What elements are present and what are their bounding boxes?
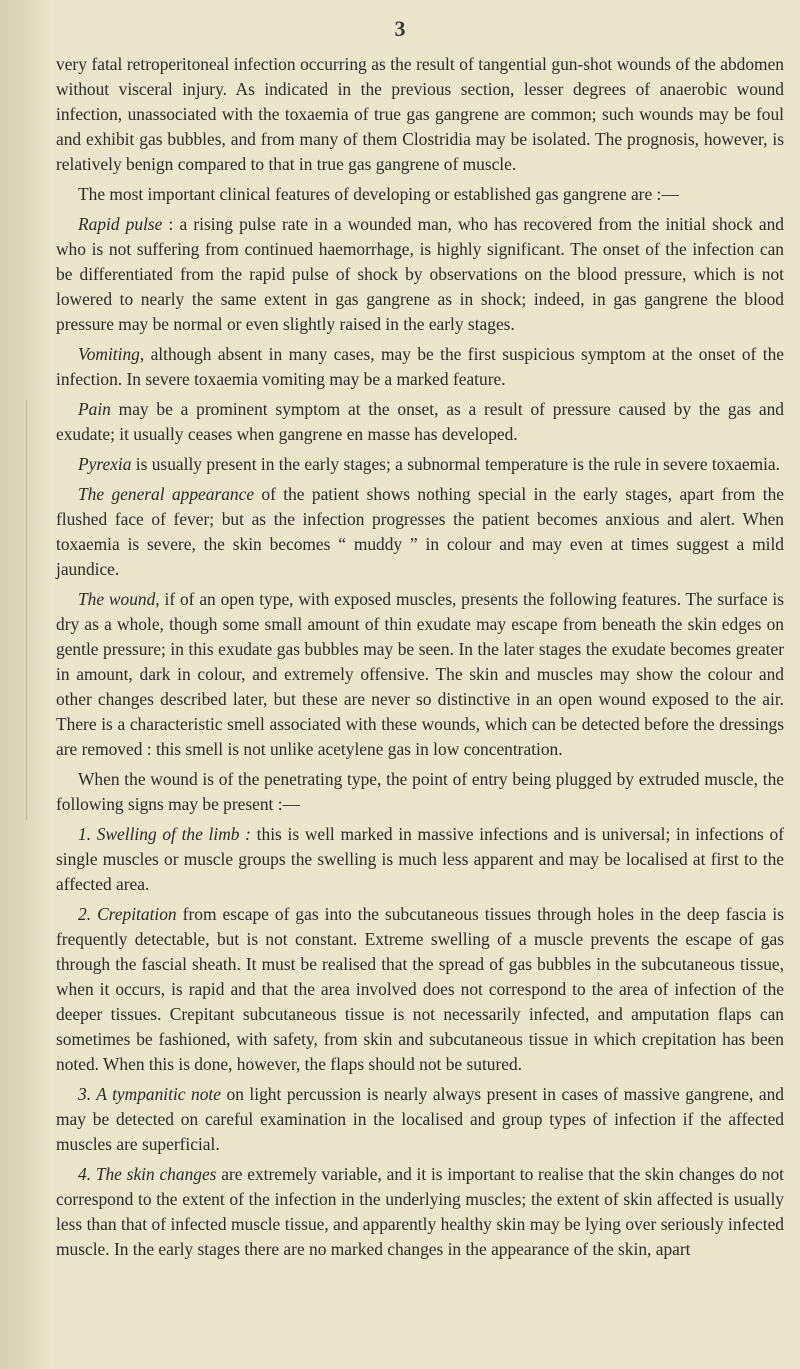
paragraph: 3. A tympanitic note on light percussion is nearly always present in cases of massive gangrene, and may be detected on careful examination in the localised and group types of infection if the affected muscles are superficial.	[56, 1084, 784, 1154]
paragraph: The most important clinical features of developing or established gas gangrene are :—	[78, 184, 679, 204]
body-text	[56, 52, 784, 1267]
paragraph: 1. Swelling of the limb : this is well marked in massive infections and is universal; in infections of single muscles or muscle groups the swelling is much less apparent and may be localised at first to the affected area.	[56, 824, 784, 894]
paragraph: Pain may be a prominent symptom at the onset, as a result of pressure caused by the gas and exudate; it usually ceases when gangrene en masse has developed.	[56, 399, 784, 444]
paragraph: When the wound is of the penetrating type, the point of entry being plugged by extruded muscle, the following signs may be present :—	[56, 769, 784, 814]
paragraph: The wound, if of an open type, with exposed muscles, presents the following features. The surface is dry as a whole, though some small amount of thin exudate may escape from beneath the skin edges on gentle pressure; in this exudate gas bubbles may be seen. In the later stages the exudate becomes greater in amount, dark in colour, and extremely offensive. The skin and muscles may show the colour and other changes described later, but these are never so distinctive in an open wound exposed to the air. There is a characteristic smell associated with these wounds, which can be detected before the dressings are removed : this smell is not unlike acetylene gas in low concentration.	[56, 589, 785, 759]
paragraph: 4. The skin changes are extremely variable, and it is important to realise that the skin changes do not correspond to the extent of the infection in the underlying muscles; the extent of skin affected is usually less than that of infected muscle tissue, and apparently healthy skin may be lying over seriously infected muscle. In the early stages there are no marked changes in the appearance of the skin, apart	[56, 1164, 784, 1259]
paragraph: 2. Crepitation from escape of gas into the subcutaneous tissues through holes in the deep fascia is frequently detectable, but is not constant. Extreme swelling of a muscle prevents the escape of gas through the fascial sheath. It must be realised that the spread of gas bubbles in the subcutaneous tissue, when it occurs, is rapid and that the area involved does not correspond to the area of infection of the deeper tissues. Crepitant subcutaneous tissue is not necessarily infected, and amputation flaps can sometimes be fashioned, with safety, from skin and subcutaneous tissue in which crepitation has been noted. When this is done, however, the flaps should not be sutured.	[56, 904, 784, 1074]
paragraph: very fatal retroperitoneal infection occurring as the result of tangential gun-shot wounds of the abdomen without visceral injury. As indicated in the previous section, lesser degrees of anaerobic wound infection, unassociated with the toxaemia of true gas gangrene are common; such wounds may be foul and exhibit gas bubbles, and from many of them Clostridia may be isolated. The prognosis, however, is relatively benign compared to that in true gas gangrene of muscle.	[56, 54, 784, 174]
paragraph: Vomiting, although absent in many cases, may be the first suspicious symptom at the onset of the infection. In severe toxaemia vomiting may be a marked feature.	[56, 344, 784, 389]
margin-line	[26, 400, 27, 820]
paragraph: Pyrexia is usually present in the early stages; a subnormal temperature is the rule in severe toxaemia.	[78, 454, 780, 474]
paragraph: Rapid pulse : a rising pulse rate in a wounded man, who has recovered from the initial shock and who is not suffering from continued haemorrhage, is highly significant. The onset of the infection can be differentiated from the rapid pulse of shock by observations on the blood pressure, which is not lowered to nearly the same extent in gas gangrene as in shock; indeed, in gas gangrene the blood pressure may be normal or even slightly raised in the early stages.	[56, 214, 784, 334]
paragraph: The general appearance of the patient shows nothing special in the early stages, apart from the flushed face of fever; but as the infection progresses the patient becomes anxious and alert. When toxaemia is severe, the skin becomes “ muddy ” in colour and may even at times suggest a mild jaundice.	[56, 484, 784, 579]
page-number: 3	[394, 16, 406, 41]
